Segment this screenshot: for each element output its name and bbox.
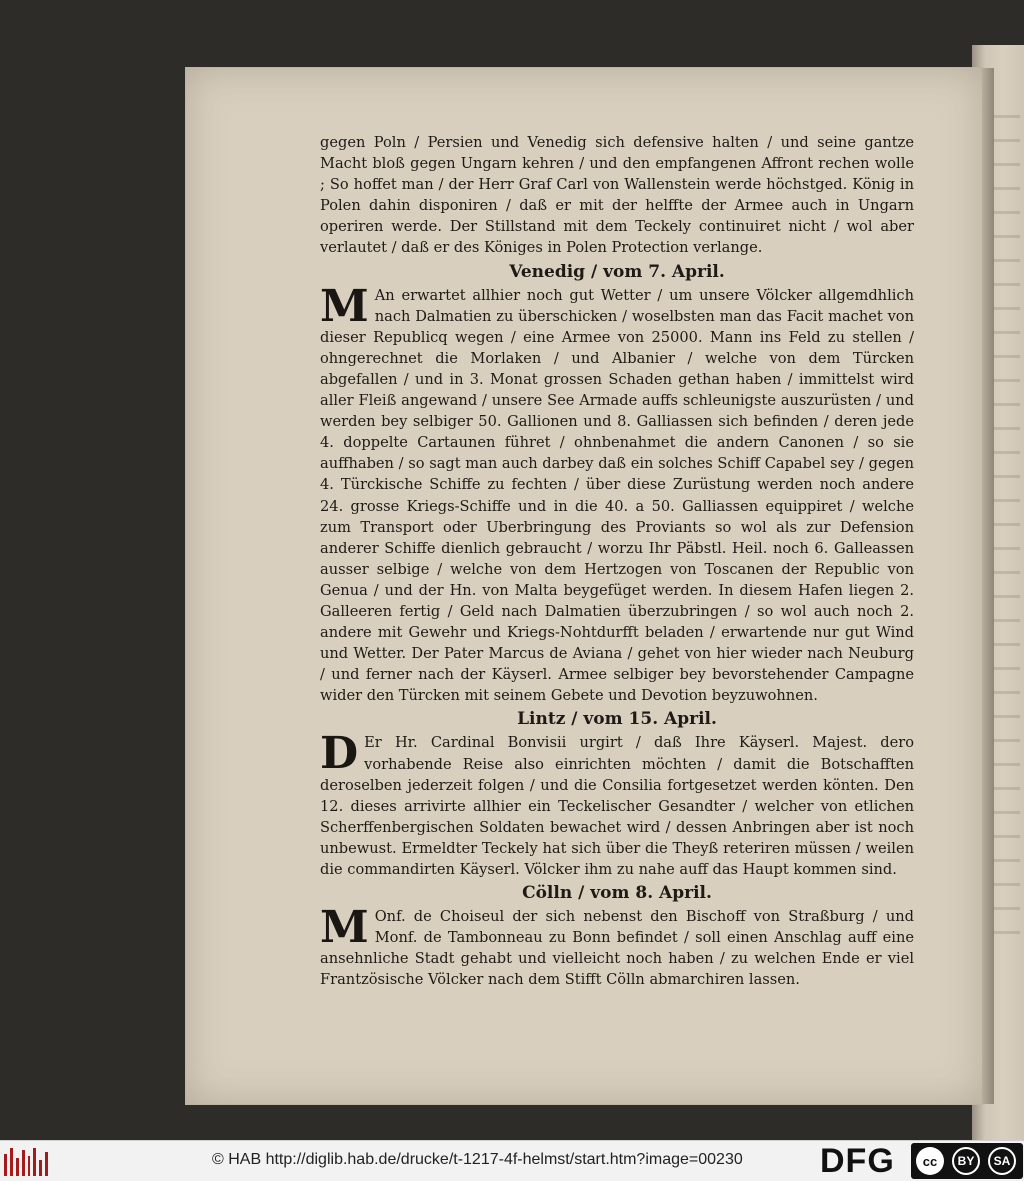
section-heading-venedig: Venedig / vom 7. April.	[509, 261, 725, 282]
section-body-lintz: D Er Hr. Cardinal Bonvisii urgirt / daß Ihre Käyserl. Majest. dero vorhabende Reise also einrichten möchten / damit die Botschafften deroselben jederzeit folgen / und die Consilia fortgesetzet werden könten. Den 12. dieses arrivirte allhier ein Teckelischer Gesandter / welcher von etlichen Scherffenbergischen Soldaten bewachet wird / dessen Anbringen aber ist noch unbewust. Ermeldter Teckely hat sich über die Theyß reteriren müssen / weilen die commandirten Käyserl. Völcker ihm zu nahe auff das Haupt kommen sind.	[320, 728, 914, 878]
section-body-venedig: M An erwartet allhier noch gut Wetter / um unsere Völcker allgemdhlich nach Dalmatien zu überschicken / woselbsten man das Facit machet von dieser Republicq wegen / eine Armee von 25000. Mann ins Feld zu stellen / ohngerechnet die Morlaken / und Albanier / welche von dem Türcken abgefallen / und in 3. Monat grossen Schaden gethan haben / immittelst wird aller Fleiß angewand / unsere See Armade auffs schleunigste auszurüsten / und werden bey selbiger 50. Gallionen und 8. Galliassen sich befinden / deren jede 4. doppelte Cartaunen führet / ohnbenahmet die andern Canonen / so sie auffhaben / so sagt man auch darbey daß ein solches Schiff Capabel sey / gegen 4. Türckische Schiffe zu fechten / über diese Zurüstung werden noch andere 24. grosse Kriegs-Schiffe und in die 40. a 50. Galliassen equippiret / welche zum Transport oder Uberbringung des Proviants so wol als zur Defension anderer Schiffe dienlich gebraucht / worzu Ihr Päbstl. Heil. noch 6. Galleassen ausser selbige / welche von dem Hertzogen von Toscanen der Republic von Genua / und der Hn. von Malta beygefüget werden. In diesem Hafen liegen 2. Galleeren fertig / Geld nach Dalmatien überzubringen / so wol auch noch 2. andere mit Gewehr und Kriegs-Nohtdurfft beladen / erwartende nur gut Wind und Wetter. Der Pater Marcus de Aviana / gehet von hier wieder nach Neuburg / und ferner nach der Käyserl. Armee selbiger bey bevorstehender Campagne wider den Türcken mit seinem Gebete und Devotion beyzuwohnen.	[320, 280, 914, 705]
page-text	[320, 132, 914, 990]
section-heading-coelln: Cölln / vom 8. April.	[522, 883, 712, 904]
cc-icon: cc	[916, 1147, 944, 1175]
hab-logo-icon[interactable]	[4, 1146, 48, 1176]
dropcap: M	[320, 902, 369, 954]
section-heading-lintz: Lintz / vom 15. April.	[517, 709, 717, 730]
section-body-coelln: M Onf. de Choiseul der sich nebenst den Bischoff von Straßburg / und Monf. de Tambonneau zu Bonn befindet / soll einen Anschlag auff eine ansehnliche Stadt gehabt und vielleicht noch haben / zu welchen Ende er viel Frantzösische Völcker nach dem Stifft Cölln abmarchiren lassen.	[320, 902, 914, 989]
intro-paragraph: gegen Poln / Persien und Venedig sich defensive halten / und seine gantze Macht bloß gegen Ungarn kehren / und den empfangenen Affront rechen wolle ; So hoffet man / der Herr Graf Carl von Wallenstein werde höchstged. König in Polen dahin disponiren / daß er mit der helffte der Armee auch in Ungarn operiren werde. Der Stillstand mit dem Teckely continuiret nicht / wol aber verlautet / daß er des Königes in Polen Protection verlange.	[320, 134, 914, 257]
scanned-page	[186, 68, 982, 1104]
footer-bar	[0, 1140, 1024, 1181]
copyright-link[interactable]: © HAB http://diglib.hab.de/drucke/t-1217-4f-helmst/start.htm?image=00230	[212, 1151, 743, 1168]
by-icon: BY	[952, 1147, 980, 1175]
dropcap: M	[320, 280, 369, 332]
sa-icon: SA	[988, 1147, 1016, 1175]
cc-by-sa-icon[interactable]	[911, 1143, 1023, 1179]
dropcap: D	[320, 728, 359, 780]
dfg-logo[interactable]: DFG	[820, 1142, 895, 1180]
